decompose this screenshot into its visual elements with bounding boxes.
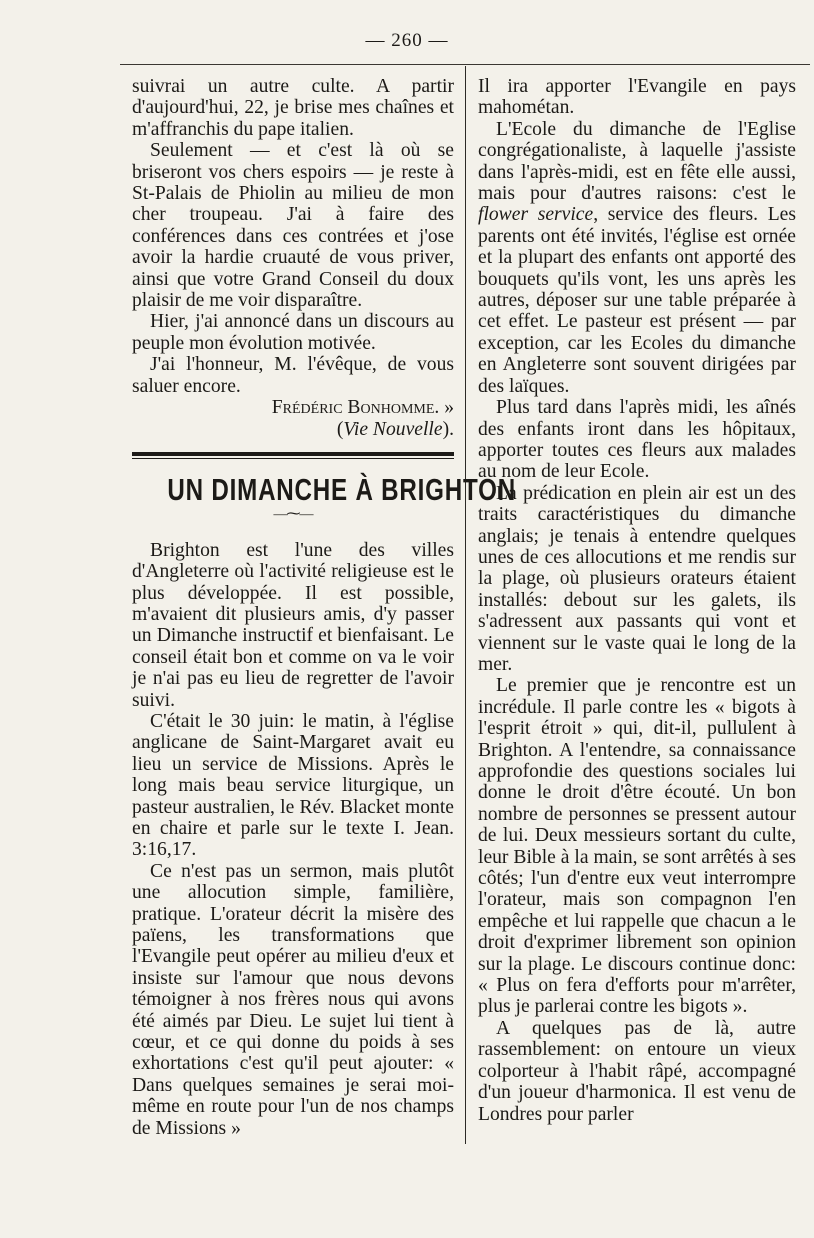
- right-column: [478, 76, 796, 1125]
- right-paragraph-4: Le premier que je rencontre est un incrédule. Il parle contre les « bigots à l'esprit étroit » qui, dit-il, pullulent à Brighton. A l'entendre, sa connaissance approfondie des questions sociales lui donne le droit d'être écouté. Un bon nombre de personnes se pressent autour de lui. Deux messieurs sortant du culte, leur Bible à la main, se sont arrêtés à ses côtés; l'un d'entre eux veut interrompre l'orateur, mais son compagnon l'en empêche et lui rappelle que chacun a le droit d'exprimer librement son opinion sur la plage. Le discours continue donc: « Plus on fera d'efforts pour m'arrêter, plus je parlerai contre les bigots ».: [478, 675, 796, 1018]
- header-rule: [120, 64, 810, 65]
- article-title: UN DIMANCHE À BRIGHTON: [167, 471, 516, 507]
- right-paragraph-1: L'Ecole du dimanche de l'Eglise congrégationaliste, à laquelle j'assiste dans l'après-midi, est en fête elle aussi, mais pour d'autres raisons: c'est le flower service, service des fleurs. Les parents ont été invités, l'église est ornée et la plupart des enfants ont apporté des bouquets qu'ils vont, les uns après les autres, déposer sur une table préparée à cet effet. Le pasteur est présent — par exception, car les Ecoles du dimanche en Angleterre sont souvent dirigées par des laïques.: [478, 118, 796, 397]
- page-number: — 260 —: [365, 30, 449, 51]
- source-citation: (Vie Nouvelle).: [336, 418, 454, 440]
- section-separator-thick: [132, 452, 454, 456]
- title-ornament: —⁓—: [273, 507, 313, 523]
- right-continuation-paragraph: Il ira apporter l'Evangile en pays mahométan.: [478, 76, 796, 119]
- article-paragraph-1: Brighton est l'une des villes d'Angleterre où l'activité religieuse est le plus développée. Il est possible, m'avaient dit plusieurs amis, d'y passer un Dimanche instructif et bienfaisant. Le conseil était bon et comme on va le voir je n'ai pas eu lieu de regretter de l'avoir suivi.: [132, 539, 454, 711]
- left-continuation-paragraph: suivrai un autre culte. A partir d'aujourd'hui, 22, je brise mes chaînes et m'affranchis du pape italien.: [132, 76, 454, 140]
- source-title: Vie Nouvelle: [343, 418, 443, 440]
- article-paragraph-2: C'était le 30 juin: le matin, à l'église anglicane de Saint-Margaret avait eu lieu un service de Missions. Après le long mais beau service liturgique, un pasteur australien, le Rév. Blacket monte en chaire et parle sur le texte I. Jean. 3:16,17.: [132, 710, 454, 861]
- left-column: [132, 76, 516, 1139]
- letter-paragraph-3: J'ai l'honneur, M. l'évêque, de vous saluer encore.: [132, 354, 454, 397]
- right-paragraph-5: A quelques pas de là, autre rassemblement: on entoure un vieux colporteur à l'habit râpé, accompagné d'un joueur d'harmonica. Il est venu de Londres pour parler: [478, 1017, 796, 1125]
- letter-paragraph-2: Hier, j'ai annoncé dans un discours au peuple mon évolution motivée.: [132, 311, 454, 354]
- right-paragraph-3: La prédication en plein air est un des traits caractéristiques du dimanche anglais; je tenais à entendre quelques unes de ces allocutions et me rendis sur la plage, où plusieurs orateurs étaient installés: debout sur les galets, ils s'adressent aux passants qui vont et viennent sur le vaste quai le long de la mer.: [478, 482, 796, 675]
- column-divider: [465, 66, 466, 1144]
- right-paragraph-2: Plus tard dans l'après midi, les aînés des enfants iront dans les hôpitaux, apporter toutes ces fleurs aux malades au nom de leur Ecole.: [478, 397, 796, 483]
- section-separator-thin: [132, 458, 454, 459]
- flower-service-term: flower service: [478, 204, 594, 226]
- article-paragraph-3: Ce n'est pas un sermon, mais plutôt une allocution simple, familière, pratique. L'orateur décrit la misère des païens, les transformations que l'Evangile peut opérer au milieu d'eux et insiste sur l'amour que nous devons témoigner à nos frères nous qui avons été aimés par Dieu. Le sujet lui tient à cœur, et ce qui donne du poids à ses exhortations c'est qu'il peut ajouter: « Dans quelques semaines je serai moi-même en route pour l'un de nos champs de Missions »: [132, 860, 454, 1139]
- letter-paragraph-1: Seulement — et c'est là où se briseront vos chers espoirs — je reste à St-Palais de Phiolin au milieu de mon cher troupeau. J'ai à faire des conférences dans ces contrées et j'ose avoir la hardie cruauté de vous priver, ainsi que votre Grand Conseil du doux plaisir de me voir disparaître.: [132, 140, 454, 312]
- letter-signature: Frédéric Bonhomme. »: [271, 397, 454, 419]
